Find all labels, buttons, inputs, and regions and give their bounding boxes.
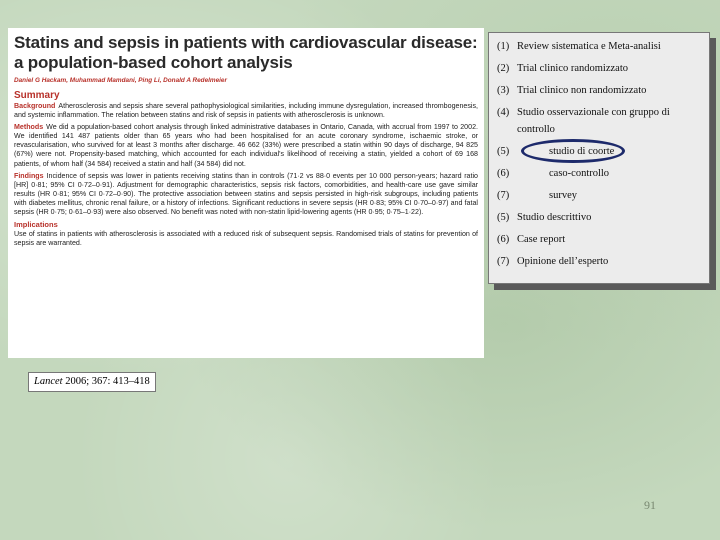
item-text: caso-controllo: [549, 168, 610, 179]
item-text: Review sistematica e Meta-analisi: [517, 41, 661, 52]
item-text: Opinione dell’esperto: [517, 256, 609, 267]
item-text: studio di coorte: [549, 146, 615, 157]
article-title-line-2: a population-based cohort analysis: [14, 53, 293, 72]
item-number: (6): [497, 234, 510, 245]
item-number: (7): [497, 190, 510, 201]
background-section: [14, 102, 478, 120]
item-number: (4): [497, 107, 510, 118]
article-title-line-1: Statins and sepsis in patients with cardiovascular disease:: [14, 33, 478, 52]
item-number: (5): [497, 212, 510, 223]
item-number: (2): [497, 63, 510, 74]
item-number: (7): [497, 256, 510, 267]
article-abstract-image: [8, 28, 484, 358]
background-text: Atherosclerosis and sepsis share several pathophysiological similarities, including immune dysregulation, increased thrombogenesis, and systemic inflammation. The relation between statins and risk of sepsis in patients with atherosclerosis is unknown.: [14, 102, 478, 120]
item-number: (1): [497, 41, 510, 52]
methods-text: We did a population-based cohort analysis through linked administrative databases in Ontario, Canada, with accrual from 1997 to 2002. We identified 141 487 patients older than 65 years who had been hospitalised for an acute coronary syndrome, ischaemic stroke, or revascularisation, who survived for at least 3 months after discharge. 46 662 (33%) were prescribed a statin within 90 days of discharge, 94 825 (67%) were not. Propensity-based matching, which accounted for each individual's likelihood of receiving a statin, yielded a cohort of 69 168 patients, of whom half (34 584) received a statin and half (34 584) did not.: [14, 123, 478, 168]
implications-heading: Implications: [14, 220, 58, 230]
citation-journal: Lancet: [34, 376, 63, 387]
findings-label: Findings: [14, 171, 44, 180]
item-text: Studio descrittivo: [517, 212, 592, 223]
citation-box: [28, 372, 156, 392]
methods-label: Methods: [14, 123, 44, 132]
highlight-circle: [521, 139, 625, 163]
citation-details: 2006; 367: 413–418: [62, 376, 150, 387]
page-number: 91: [644, 498, 656, 512]
methods-section: [14, 123, 478, 168]
item-text: Studio osservazionale con gruppo di: [517, 107, 670, 118]
item-text: Trial clinico randomizzato: [517, 63, 628, 74]
item-text: Case report: [517, 234, 566, 245]
article-title: [14, 33, 478, 73]
findings-text: Incidence of sepsis was lower in patients receiving statins than in controls (71·2 vs 88·0 events per 10 000 person-years; hazard ratio [HR] 0·81; 95% CI 0·72–0·91). Adjustment for demographic characteristics, sepsis risk factors, comorbidities, and health-care use gave similar results (HR 0·81; 95% CI 0·72–0·90). The protective association between statins and sepsis persisted in high-risk subgroups, including patients with diabetes mellitus, chronic renal failure, or a history of infections. Significant reductions in severe sepsis (HR 0·83; 95% CI 0·70–0·97) and fatal sepsis (HR 0·75; 0·61–0·93) were also observed. No benefit was noted with non-statin lipid-lowering agents (HR 0·95; 0·75–1·22).: [14, 171, 478, 217]
item-number: (6): [497, 168, 510, 179]
article-authors: Daniel G Hackam, Muhammad Mamdani, Ping Li, Donald A Redelmeier: [14, 77, 227, 84]
item-text: controllo: [517, 124, 555, 135]
implications-text: Use of statins in patients with atherosclerosis is associated with a reduced risk of subsequent sepsis. Randomised trials of statins for prevention of sepsis are warranted.: [14, 230, 478, 248]
findings-section: [14, 172, 478, 217]
background-label: Background: [14, 102, 56, 110]
item-text: survey: [549, 190, 577, 201]
item-number: (3): [497, 85, 510, 96]
summary-heading: Summary: [14, 90, 60, 101]
item-number: (5): [497, 146, 510, 157]
item-text: Trial clinico non randomizzato: [517, 85, 647, 96]
